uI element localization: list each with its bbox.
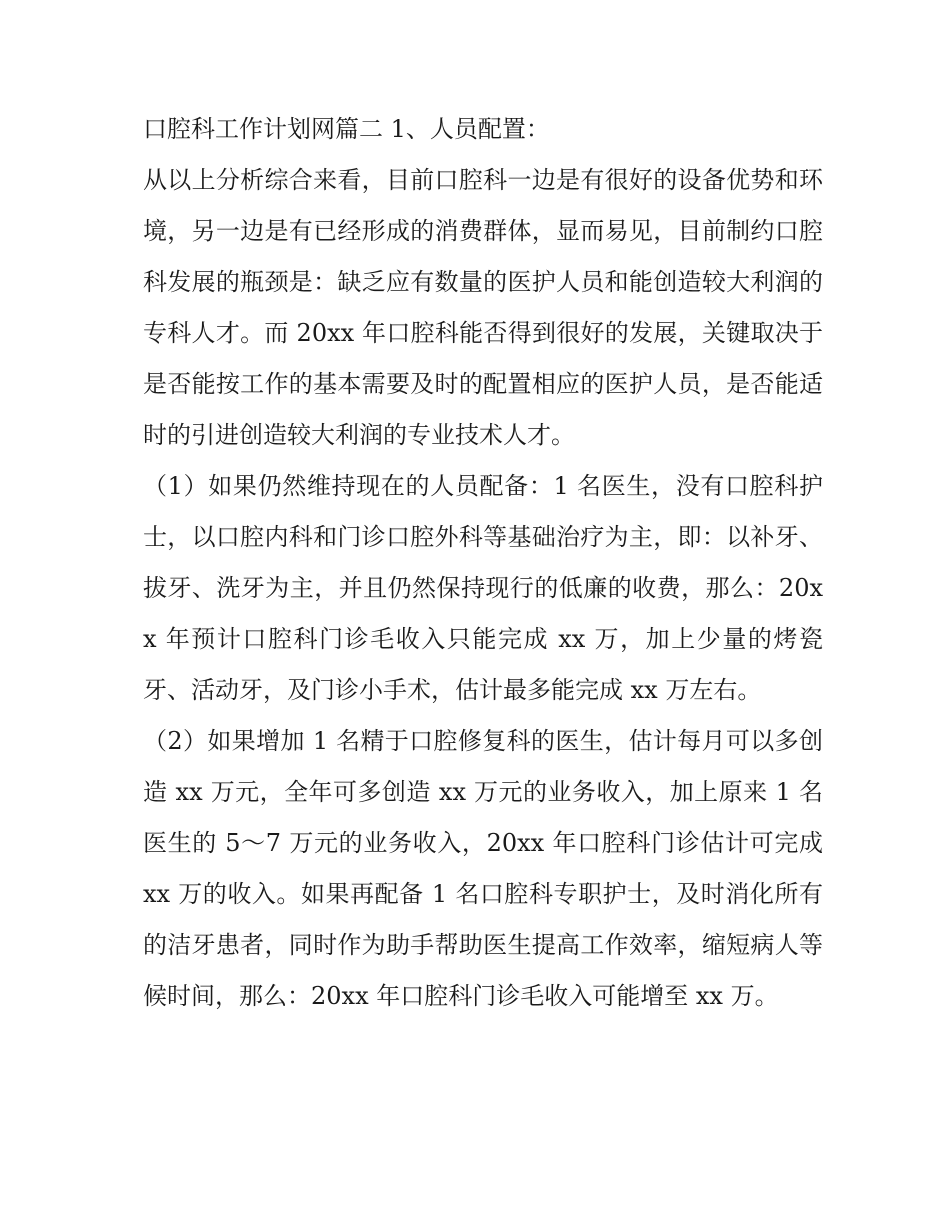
section-heading: 口腔科工作计划网篇二 1、人员配置： — [143, 115, 550, 143]
paragraph-option-1: （1）如果仍然维持现在的人员配备：1 名医生，没有口腔科护士，以口腔内科和门诊口腔外科等基础治疗为主，即：以补牙、拔牙、洗牙为主，并且仍然保持现行的低廉的收费，那么：20xx 年预计口腔科门诊毛收入只能完成 xx 万，加上少量的烤瓷牙、活动牙，及门诊小手术，估计最多能完成 xx 万左右。 — [143, 472, 823, 704]
document-body — [143, 104, 823, 1022]
paragraph-option-2: （2）如果增加 1 名精于口腔修复科的医生，估计每月可以多创造 xx 万元，全年可多创造 xx 万元的业务收入，加上原来 1 名医生的 5～7 万元的业务收入，20xx 年口腔科门诊估计可完成 xx 万的收入。如果再配备 1 名口腔科专职护士，及时消化所有的洁牙患者，同时作为助手帮助医生提高工作效率，缩短病人等候时间，那么：20xx 年口腔科门诊毛收入可能增至 xx 万。 — [143, 727, 823, 1010]
paragraph-analysis: 从以上分析综合来看，目前口腔科一边是有很好的设备优势和环境，另一边是有已经形成的消费群体，显而易见，目前制约口腔科发展的瓶颈是：缺乏应有数量的医护人员和能创造较大利润的专科人才。而 20xx 年口腔科能否得到很好的发展，关键取决于是否能按工作的基本需要及时的配置相应的医护人员，是否能适时的引进创造较大利润的专业技术人才。 — [143, 166, 823, 449]
